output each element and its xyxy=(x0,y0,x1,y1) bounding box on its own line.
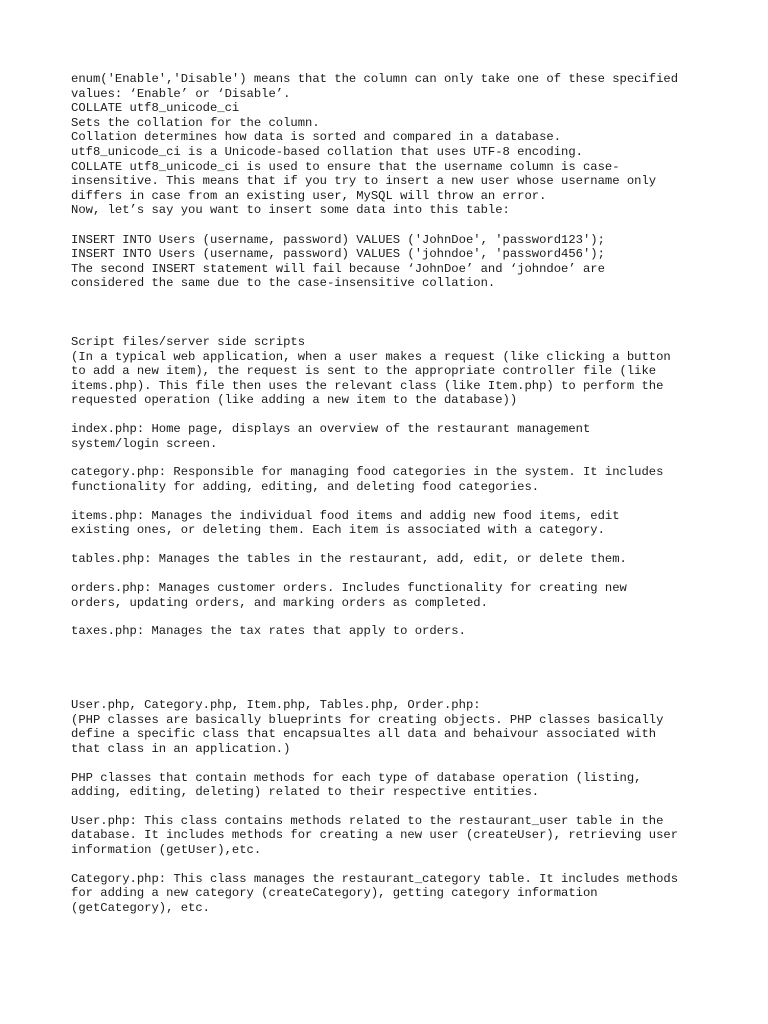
text-line: PHP classes that contain methods for each type of database operation (listing, xyxy=(71,770,642,785)
text-line: index.php: Home page, displays an overview of the restaurant management xyxy=(71,422,591,437)
insert-example xyxy=(71,233,731,291)
paragraph-user-php xyxy=(71,814,731,858)
code-line: INSERT INTO Users (username, password) VALUES ('JohnDoe', 'password123'); xyxy=(71,232,605,247)
text-line: values: ‘Enable’ or ‘Disable’. xyxy=(71,86,291,101)
text-line: enum('Enable','Disable') means that the column can only take one of these specified xyxy=(71,72,679,86)
text-line: information (getUser),etc. xyxy=(71,843,262,858)
paragraph-index-php xyxy=(71,422,731,451)
paragraph-taxes-php xyxy=(71,624,731,639)
text-line: (getCategory), etc. xyxy=(71,901,210,916)
text-line: system/login screen. xyxy=(71,436,218,451)
text-line: items.php: Manages the individual food items and addig new food items, edit xyxy=(71,508,620,523)
text-line: The second INSERT statement will fail because ‘JohnDoe’ and ‘johndoe’ are xyxy=(71,261,605,276)
text-line: items.php). This file then uses the relevant class (like Item.php) to perform the xyxy=(71,378,664,393)
text-line: Now, let’s say you want to insert some data into this table: xyxy=(71,203,510,218)
text-line: requested operation (like adding a new item to the database)) xyxy=(71,393,518,408)
text-line: insensitive. This means that if you try to insert a new user whose username only xyxy=(71,174,657,189)
text-line: taxes.php: Manages the tax rates that apply to orders. xyxy=(71,624,466,639)
php-classes-heading xyxy=(71,698,731,756)
paragraph-category-class-php xyxy=(71,872,731,916)
text-line: category.php: Responsible for managing food categories in the system. It includes xyxy=(71,465,664,480)
text-line: that class in an application.) xyxy=(71,741,291,756)
text-line: orders.php: Manages customer orders. Includes functionality for creating new xyxy=(71,580,627,595)
text-line: functionality for adding, editing, and deleting food categories. xyxy=(71,480,540,495)
text-line: tables.php: Manages the tables in the restaurant, add, edit, or delete them. xyxy=(71,552,627,567)
text-line: define a specific class that encapsualtes all data and behaivour associated with xyxy=(71,727,657,742)
collation-explanation xyxy=(71,72,731,218)
text-line: differs in case from an existing user, MySQL will throw an error. xyxy=(71,188,547,203)
paragraph-category-php xyxy=(71,465,731,494)
paragraph-tables-php xyxy=(71,552,731,567)
text-line: existing ones, or deleting them. Each item is associated with a category. xyxy=(71,523,605,538)
text-line: considered the same due to the case-insensitive collation. xyxy=(71,276,496,291)
text-line: COLLATE utf8_unicode_ci is used to ensure that the username column is case- xyxy=(71,159,620,174)
text-line: Sets the collation for the column. xyxy=(71,115,320,130)
section-heading: Script files/server side scripts xyxy=(71,334,306,349)
paragraph-orders-php xyxy=(71,581,731,610)
paragraph-php-classes xyxy=(71,771,731,800)
text-line: User.php: This class contains methods related to the restaurant_user table in the xyxy=(71,813,664,828)
section-heading: User.php, Category.php, Item.php, Tables.php, Order.php: xyxy=(71,697,481,712)
text-line: to add a new item), the request is sent to the appropriate controller file (like xyxy=(71,364,657,379)
text-line: orders, updating orders, and marking orders as completed. xyxy=(71,595,488,610)
document-page xyxy=(71,72,731,916)
text-line: adding, editing, deleting) related to their respective entities. xyxy=(71,785,540,800)
text-line: (In a typical web application, when a user makes a request (like clicking a button xyxy=(71,349,671,364)
text-line: utf8_unicode_ci is a Unicode-based collation that uses UTF-8 encoding. xyxy=(71,144,583,159)
paragraph-items-php xyxy=(71,509,731,538)
script-files-heading xyxy=(71,335,731,408)
text-line: COLLATE utf8_unicode_ci xyxy=(71,101,240,116)
code-line: INSERT INTO Users (username, password) VALUES ('johndoe', 'password456'); xyxy=(71,247,605,262)
text-line: for adding a new category (createCategory), getting category information xyxy=(71,886,598,901)
text-line: Category.php: This class manages the restaurant_category table. It includes methods xyxy=(71,871,679,886)
text-line: (PHP classes are basically blueprints for creating objects. PHP classes basically xyxy=(71,712,664,727)
text-line: database. It includes methods for creating a new user (createUser), retrieving user xyxy=(71,828,679,843)
text-line: Collation determines how data is sorted and compared in a database. xyxy=(71,130,562,145)
